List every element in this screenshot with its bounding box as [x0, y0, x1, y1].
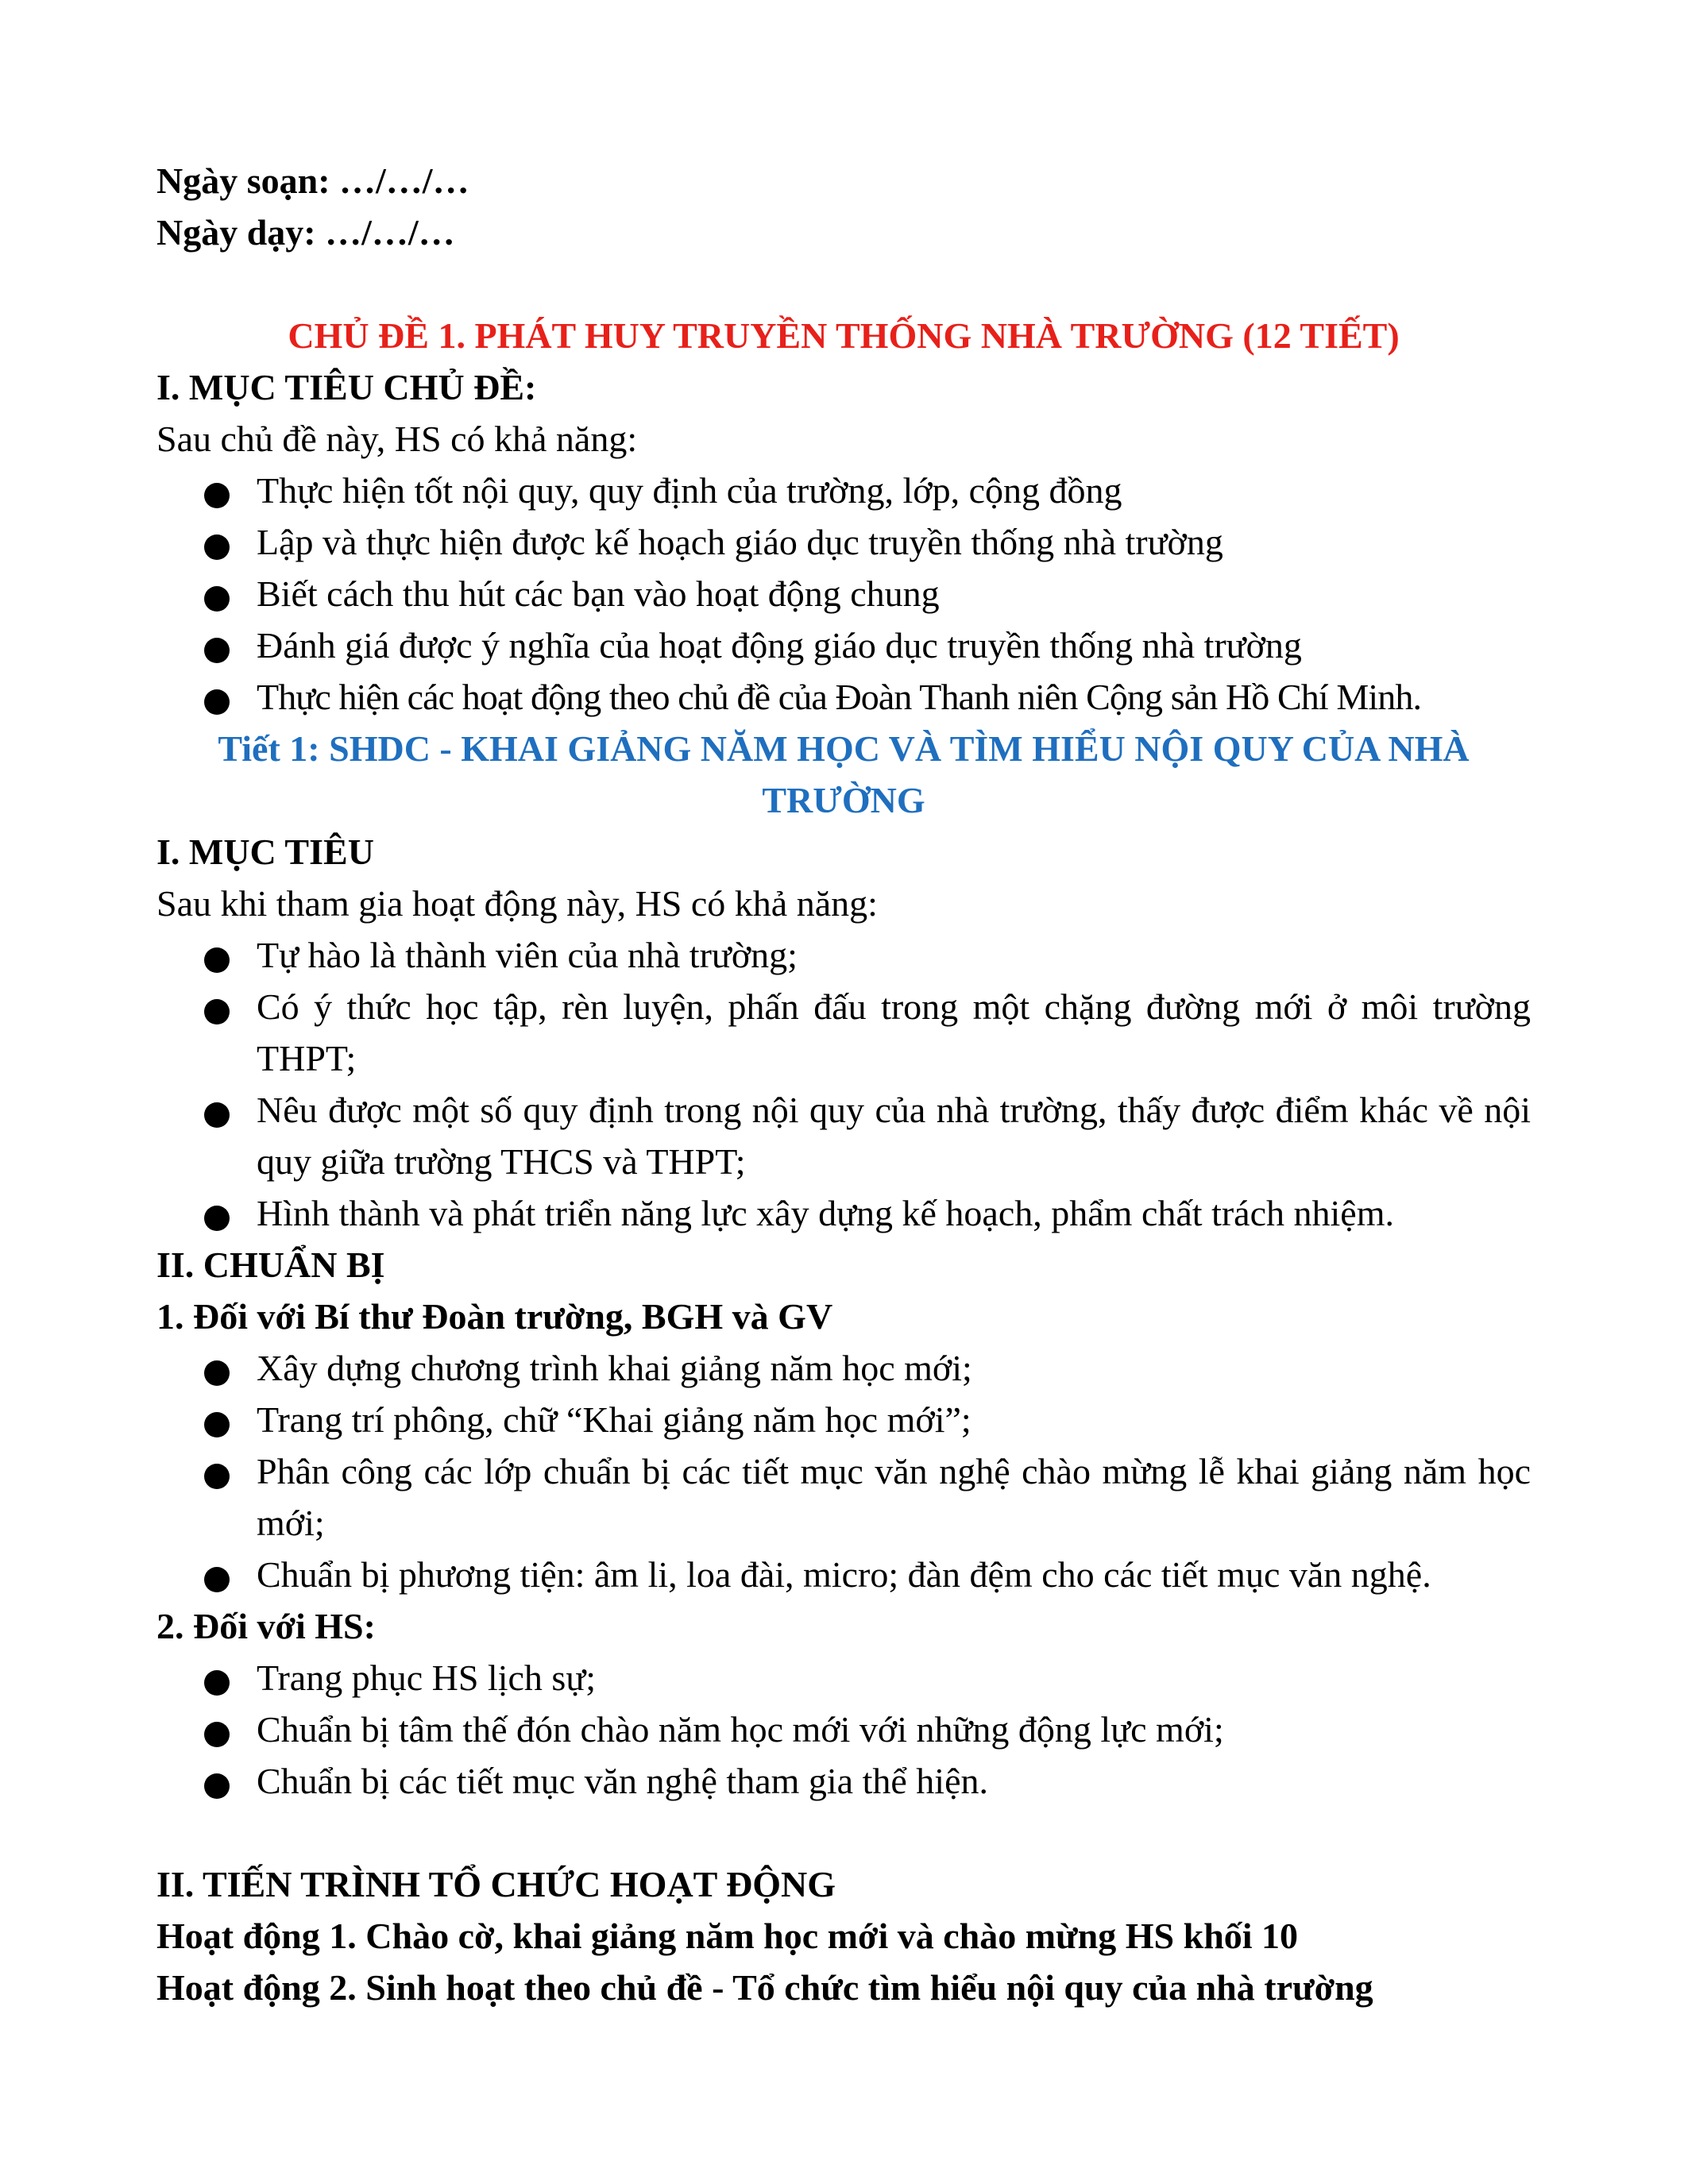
- teacher-prep-list: [156, 1342, 1531, 1600]
- bullet-icon: [204, 999, 230, 1024]
- bullet-icon: [204, 638, 230, 663]
- list-item: Thực hiện tốt nội quy, quy định của trường, lớp, cộng đồng: [156, 465, 1531, 516]
- bullet-icon: [204, 1567, 230, 1592]
- bullet-icon: [204, 1722, 230, 1747]
- lesson-title-line1: Tiết 1: SHDC - KHAI GIẢNG NĂM HỌC VÀ TÌM HIỂU NỘI QUY CỦA NHÀ: [218, 728, 1470, 769]
- bullet-icon: [204, 483, 230, 508]
- activity-2: Hoạt động 2. Sinh hoạt theo chủ đề - Tổ chức tìm hiểu nội quy của nhà trường: [156, 1967, 1373, 2008]
- list-item: Biết cách thu hút các bạn vào hoạt động chung: [156, 568, 1531, 619]
- list-item: Có ý thức học tập, rèn luyện, phấn đấu trong một chặng đường mới ở môi trường THPT;: [156, 981, 1531, 1084]
- ngay-soan: Ngày soạn: …/…/…: [156, 160, 469, 201]
- lesson-title-line2: TRƯỜNG: [762, 780, 925, 820]
- list-item: Chuẩn bị phương tiện: âm li, loa đài, micro; đàn đệm cho các tiết mục văn nghệ.: [156, 1549, 1531, 1600]
- bullet-icon: [204, 534, 230, 560]
- topic-goals-intro: Sau chủ đề này, HS có khả năng:: [156, 419, 638, 459]
- list-item: Nêu được một số quy định trong nội quy của nhà trường, thấy được điểm khác về nội quy giữa trường THCS và THPT;: [156, 1084, 1531, 1187]
- topic-goals-heading: I. MỤC TIÊU CHỦ ĐỀ:: [156, 367, 537, 407]
- document-content: [156, 155, 1531, 2013]
- list-item: Trang phục HS lịch sự;: [156, 1652, 1531, 1704]
- list-item: Xây dựng chương trình khai giảng năm học mới;: [156, 1342, 1531, 1394]
- topic-title: CHỦ ĐỀ 1. PHÁT HUY TRUYỀN THỐNG NHÀ TRƯỜNG (12 TIẾT): [288, 315, 1400, 356]
- list-item: Phân công các lớp chuẩn bị các tiết mục văn nghệ chào mừng lễ khai giảng năm học mới;: [156, 1445, 1531, 1549]
- list-item: Trang trí phông, chữ “Khai giảng năm học mới”;: [156, 1394, 1531, 1445]
- topic-goals-list: [156, 465, 1531, 723]
- bullet-icon: [204, 947, 230, 973]
- bullet-icon: [204, 1773, 230, 1799]
- list-item: Tự hào là thành viên của nhà trường;: [156, 929, 1531, 981]
- list-item: Hình thành và phát triển năng lực xây dựng kế hoạch, phẩm chất trách nhiệm.: [156, 1187, 1531, 1239]
- list-item: Lập và thực hiện được kế hoạch giáo dục truyền thống nhà trường: [156, 516, 1531, 568]
- bullet-icon: [204, 1102, 230, 1128]
- teacher-prep-heading: 1. Đối với Bí thư Đoàn trường, BGH và GV: [156, 1296, 833, 1337]
- bullet-icon: [204, 1670, 230, 1696]
- student-prep-heading: 2. Đối với HS:: [156, 1606, 376, 1646]
- objectives-list: [156, 929, 1531, 1239]
- bullet-icon: [204, 1360, 230, 1386]
- activity-1: Hoạt động 1. Chào cờ, khai giảng năm học mới và chào mừng HS khối 10: [156, 1916, 1299, 1956]
- objectives-intro: Sau khi tham gia hoạt động này, HS có khả năng:: [156, 883, 878, 924]
- list-item: Thực hiện các hoạt động theo chủ đề của Đoàn Thanh niên Cộng sản Hồ Chí Minh.: [156, 671, 1531, 723]
- list-item: Chuẩn bị tâm thế đón chào năm học mới với những động lực mới;: [156, 1704, 1531, 1755]
- preparation-heading: II. CHUẨN BỊ: [156, 1244, 385, 1285]
- list-item: Đánh giá được ý nghĩa của hoạt động giáo dục truyền thống nhà trường: [156, 619, 1531, 671]
- bullet-icon: [204, 1412, 230, 1437]
- bullet-icon: [204, 586, 230, 612]
- objectives-heading: I. MỤC TIÊU: [156, 832, 374, 872]
- ngay-day: Ngày dạy: …/…/…: [156, 212, 455, 253]
- list-item: Chuẩn bị các tiết mục văn nghệ tham gia thể hiện.: [156, 1755, 1531, 1807]
- process-heading: II. TIẾN TRÌNH TỔ CHỨC HOẠT ĐỘNG: [156, 1864, 836, 1904]
- bullet-icon: [204, 689, 230, 715]
- bullet-icon: [204, 1464, 230, 1489]
- bullet-icon: [204, 1206, 230, 1231]
- student-prep-list: [156, 1652, 1531, 1807]
